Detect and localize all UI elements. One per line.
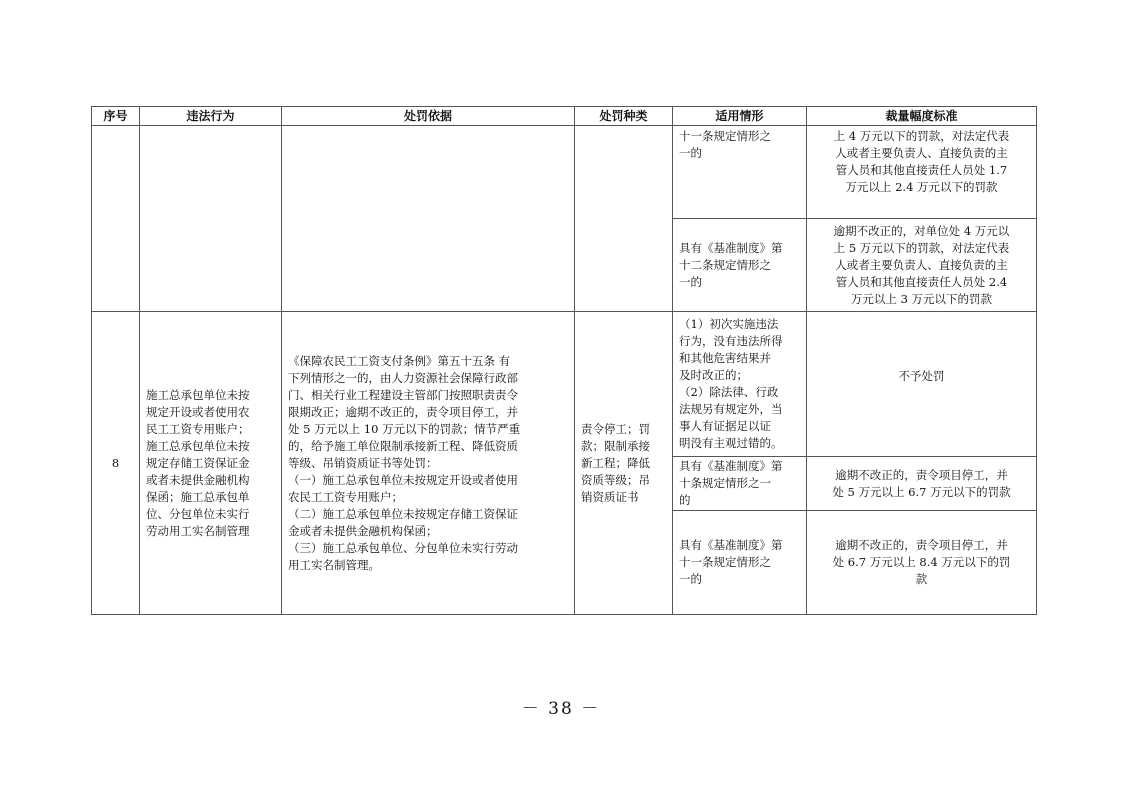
situation-cell (673, 126, 807, 219)
standard-cell (807, 126, 1037, 219)
standard-text: 逾期不改正的，责令项目停工，并 处 5 万元以上 6.7 万元以下的罚款 (832, 467, 1011, 499)
standard-text: 逾期不改正的，对单位处 4 万元以 上 5 万元以下的罚款，对法定代表 人或者主要负责人、直接负责的主 管人员和其他直接责任人员处 2.4 万元以上 3 万元以下的罚款 (833, 223, 1010, 306)
standard-text: 不予处罚 (898, 369, 945, 383)
continued-basis-cell (282, 126, 575, 312)
standard-cell (807, 511, 1037, 615)
penalty-type-text: 责令停工；罚 款；限制承接 新工程；降低 资质等级；吊 销资质证书 (581, 421, 650, 504)
basis-cell (282, 312, 575, 615)
table-row (92, 126, 1037, 219)
situation-text: 具有《基准制度》第 十条规定情形之一 的 (679, 459, 783, 507)
seq-cell: 8 (92, 312, 140, 615)
situation-cell (673, 312, 807, 457)
header-standard: 裁量幅度标准 (807, 107, 1037, 126)
situation-text: （1）初次实施违法 行为，没有违法所得 和其他危害结果并 及时改正的； （2）除法律、行政 法规另有规定外，当 事人有证据足以证 明没有主观过错的。 (679, 317, 783, 450)
basis-text: 《保障农民工工资支付条例》第五十五条 有 下列情形之一的，由人力资源社会保障行政部 门、相关行业工程建设主管部门按照职责责令 限期改正；逾期不改正的，责令项目停工，并 处 5 万元以上 10 万元以下的罚款；情节严重 的，给予施工单位限制承接新工程、降低资质 等级、吊销资质证书等处罚： （一）施工总承包单位未按规定开设或者使用 农民工工资专用账户； （二）施工总承包单位未按规定存储工资保证 金或者未提供金融机构保函； （三）施工总承包单位、分包单位未实行劳动 用工实名制管理。 (288, 353, 521, 572)
situation-cell (673, 219, 807, 312)
standard-cell (807, 219, 1037, 312)
situation-text: 具有《基准制度》第 十一条规定情形之 一的 (679, 538, 783, 586)
penalty-standards-table (91, 106, 1037, 615)
standard-cell (807, 312, 1037, 457)
header-penalty-type: 处罚种类 (575, 107, 673, 126)
situation-text: 十一条规定情形之 一的 (679, 129, 771, 160)
situation-cell (673, 457, 807, 511)
header-situation: 适用情形 (673, 107, 807, 126)
situation-text: 具有《基准制度》第 十二条规定情形之 一的 (679, 240, 783, 289)
header-seq: 序号 (92, 107, 140, 126)
continued-penalty-cell (575, 126, 673, 312)
penalty-type-cell (575, 312, 673, 615)
standard-text: 逾期不改正的，责令项目停工，并 处 6.7 万元以上 8.4 万元以下的罚 款 (832, 538, 1011, 586)
header-violation: 违法行为 (140, 107, 282, 126)
violation-text: 施工总承包单位未按 规定开设或者使用农 民工工资专用账户； 施工总承包单位未按 规定存储工资保证金 或者未提供金融机构 保函；施工总承包单 位、分包单位未实行 劳动用工实名制管理 (146, 387, 250, 538)
table-header-row (92, 107, 1037, 126)
header-basis: 处罚依据 (282, 107, 575, 126)
standard-cell (807, 457, 1037, 511)
continued-seq-cell (92, 126, 140, 312)
page-number: － 38 － (521, 699, 601, 719)
standard-text: 上 4 万元以下的罚款，对法定代表 人或者主要负责人、直接负责的主 管人员和其他直接责任人员处 1.7 万元以上 2.4 万元以下的罚款 (833, 129, 1010, 194)
table-row (92, 312, 1037, 457)
continued-violation-cell (140, 126, 282, 312)
violation-cell (140, 312, 282, 615)
situation-cell (673, 511, 807, 615)
